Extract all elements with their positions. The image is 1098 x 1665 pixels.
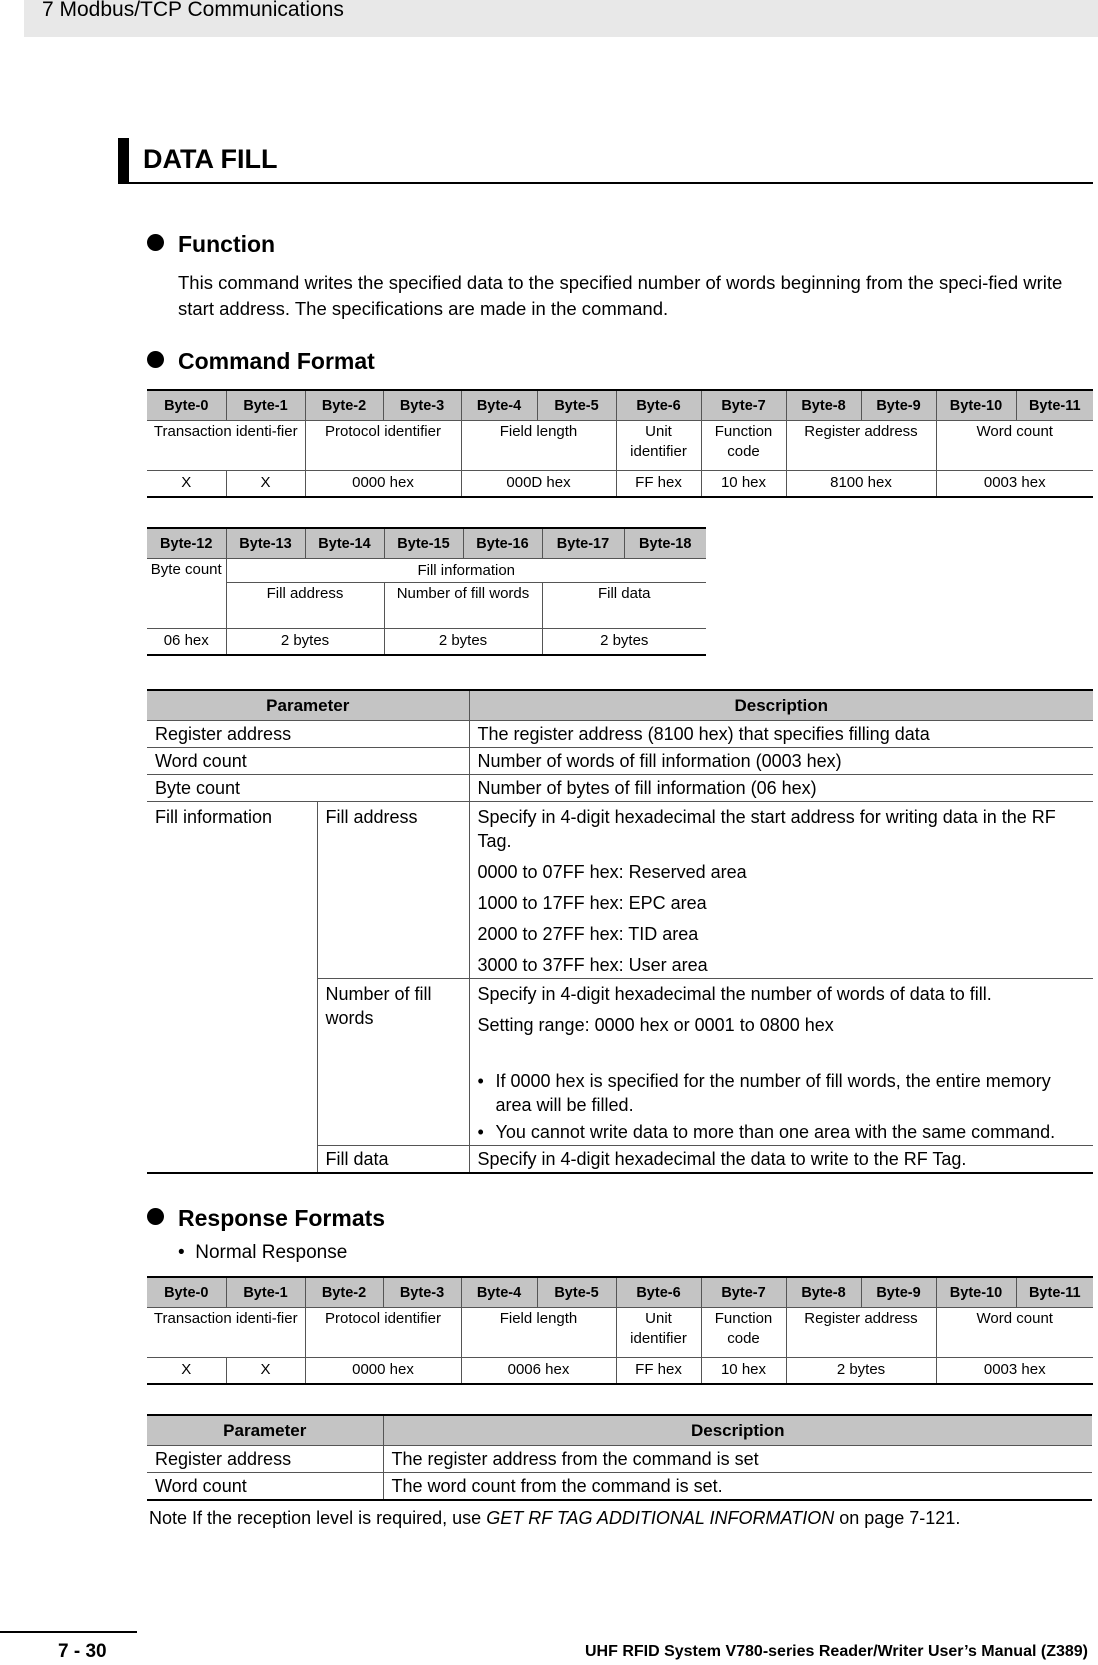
byte-cell: Byte-18 [624, 528, 706, 559]
bullet-icon [147, 234, 164, 251]
title-marker [118, 138, 129, 182]
command-format-heading: Command Format [147, 347, 375, 375]
note: Note If the reception level is required, use GET RF TAG ADDITIONAL INFORMATION on page 7-121. [149, 1508, 961, 1528]
byte-cell: Byte-8 [786, 390, 861, 421]
param-subname: Number of fill words [317, 979, 469, 1146]
value-cell: 2 bytes [542, 629, 706, 655]
byte-cell: Byte-3 [383, 390, 461, 421]
label-cell: Field length [461, 1308, 616, 1358]
value-cell: 2 bytes [226, 629, 384, 655]
byte-cell: Byte-7 [701, 390, 786, 421]
byte-cell: Byte-9 [861, 1277, 936, 1308]
param-desc [469, 979, 1093, 1146]
param-row [147, 748, 1093, 775]
param-name: Word count [147, 1473, 383, 1501]
param-subname: Fill data [317, 1146, 469, 1174]
byte-cell: Byte-12 [147, 528, 226, 559]
value-cell: 000D hex [461, 471, 616, 497]
desc-line: Setting range: 0000 hex or 0001 to 0800 hex [477, 1015, 834, 1035]
value-cell: X [226, 471, 305, 497]
byte-cell: Byte-14 [305, 528, 384, 559]
param-desc: Specify in 4-digit hexadecimal the data to write to the RF Tag. [469, 1146, 1093, 1174]
byte-cell: Byte-10 [936, 390, 1016, 421]
response-parameter-table [147, 1414, 1092, 1501]
label-cell: Byte count [147, 559, 226, 629]
value-cell: X [147, 471, 226, 497]
param-name: Byte count [147, 775, 469, 802]
param-row [147, 1473, 1092, 1501]
command-byte-table-1 [147, 389, 1093, 498]
byte-cell: Byte-0 [147, 390, 226, 421]
bullet-icon [147, 1208, 164, 1225]
label-cell: Transaction identi-fier [147, 1308, 305, 1358]
value-cell: 06 hex [147, 629, 226, 655]
byte-cell: Byte-2 [305, 1277, 383, 1308]
param-header-row [147, 690, 1093, 721]
byte-cell: Byte-6 [616, 1277, 701, 1308]
byte-cell: Byte-11 [1016, 1277, 1093, 1308]
param-name: Register address [147, 1446, 383, 1473]
byte-cell: Byte-4 [461, 1277, 537, 1308]
value-cell: 0006 hex [461, 1358, 616, 1384]
value-cell: 0000 hex [305, 471, 461, 497]
param-desc [469, 802, 1093, 979]
value-row [147, 471, 1093, 497]
byte-header-row [147, 1277, 1093, 1308]
param-subname: Fill address [317, 802, 469, 979]
byte-cell: Byte-3 [383, 1277, 461, 1308]
function-heading: Function [147, 230, 275, 258]
description-header: Description [469, 690, 1093, 721]
byte-cell: Byte-11 [1016, 390, 1093, 421]
label-cell: Field length [461, 421, 616, 471]
value-cell: 2 bytes [384, 629, 542, 655]
field-label-row [147, 559, 706, 583]
desc-line: 2000 to 27FF hex: TID area [477, 924, 699, 944]
param-row [147, 802, 1093, 979]
manual-title: UHF RFID System V780-series Reader/Writer User’s Manual (Z389) [584, 1643, 1088, 1660]
desc-line: 3000 to 37FF hex: User area [477, 955, 708, 975]
param-row [147, 775, 1093, 802]
value-row [147, 629, 706, 655]
param-name: Fill information [147, 802, 317, 1174]
label-cell: Number of fill words [384, 583, 542, 629]
byte-cell: Byte-10 [936, 1277, 1016, 1308]
label-cell: Unit identifier [616, 421, 701, 471]
param-name: Register address [147, 721, 469, 748]
param-name: Word count [147, 748, 469, 775]
response-heading: Response Formats [147, 1204, 385, 1232]
byte-cell: Byte-13 [226, 528, 305, 559]
footer-rule [0, 1631, 137, 1633]
value-cell: X [147, 1358, 226, 1384]
field-label-row [147, 421, 1093, 471]
label-cell: Fill information [226, 559, 706, 583]
label-cell: Word count [936, 421, 1093, 471]
param-desc: The register address (8100 hex) that specifies filling data [469, 721, 1093, 748]
field-label-row [147, 1308, 1093, 1358]
byte-header-row [147, 390, 1093, 421]
byte-cell: Byte-2 [305, 390, 383, 421]
value-cell: 0000 hex [305, 1358, 461, 1384]
param-header-row [147, 1415, 1092, 1446]
value-cell: FF hex [616, 1358, 701, 1384]
param-desc: Number of words of fill information (0003 hex) [469, 748, 1093, 775]
label-cell: Fill data [542, 583, 706, 629]
byte-cell: Byte-4 [461, 390, 537, 421]
cross-reference-link[interactable]: GET RF TAG ADDITIONAL INFORMATION [486, 1508, 835, 1528]
bullet-item: • You cannot write data to more than one area with the same command. [477, 1122, 1056, 1142]
desc-line: 1000 to 17FF hex: EPC area [477, 893, 707, 913]
normal-response-label: • Normal Response [178, 1242, 348, 1263]
desc-line: 0000 to 07FF hex: Reserved area [477, 862, 747, 882]
param-desc: The register address from the command is set [383, 1446, 1092, 1473]
byte-cell: Byte-17 [542, 528, 624, 559]
byte-cell: Byte-5 [537, 1277, 616, 1308]
value-cell: 10 hex [701, 471, 786, 497]
byte-cell: Byte-8 [786, 1277, 861, 1308]
byte-cell: Byte-5 [537, 390, 616, 421]
byte-cell: Byte-6 [616, 390, 701, 421]
label-cell: Word count [936, 1308, 1093, 1358]
command-byte-table-2 [147, 527, 706, 656]
param-row [147, 721, 1093, 748]
label-cell: Fill address [226, 583, 384, 629]
label-cell: Function code [701, 421, 786, 471]
param-desc: The word count from the command is set. [383, 1473, 1092, 1501]
value-cell: X [226, 1358, 305, 1384]
byte-cell: Byte-15 [384, 528, 463, 559]
label-cell: Protocol identifier [305, 421, 461, 471]
value-cell: 8100 hex [786, 471, 936, 497]
byte-cell: Byte-7 [701, 1277, 786, 1308]
value-cell: 10 hex [701, 1358, 786, 1384]
param-desc: Number of bytes of fill information (06 hex) [469, 775, 1093, 802]
byte-cell: Byte-1 [226, 390, 305, 421]
page-title: DATA FILL [143, 144, 278, 174]
value-cell: FF hex [616, 471, 701, 497]
value-cell: 0003 hex [936, 1358, 1093, 1384]
byte-cell: Byte-0 [147, 1277, 226, 1308]
byte-cell: Byte-9 [861, 390, 936, 421]
param-header: Parameter [147, 1415, 383, 1446]
sub-label-row [147, 583, 706, 629]
label-cell: Register address [786, 1308, 936, 1358]
param-row [147, 1446, 1092, 1473]
byte-cell: Byte-1 [226, 1277, 305, 1308]
page-number: 7 - 30 [58, 1641, 107, 1662]
description-header: Description [383, 1415, 1092, 1446]
desc-line: Specify in 4-digit hexadecimal the number of words of data to fill. [477, 984, 992, 1004]
desc-line: Specify in 4-digit hexadecimal the start address for writing data in the RF Tag. [477, 807, 1056, 851]
label-cell: Unit identifier [616, 1308, 701, 1358]
function-text: This command writes the specified data to the specified number of words beginning from the speci-fied write start address. The specifications are made in the command. [178, 272, 1063, 319]
byte-cell: Byte-16 [463, 528, 542, 559]
section-title [118, 138, 1093, 184]
label-cell: Protocol identifier [305, 1308, 461, 1358]
label-cell: Function code [701, 1308, 786, 1358]
label-cell: Register address [786, 421, 936, 471]
bullet-icon [147, 351, 164, 368]
bullet-item: • If 0000 hex is specified for the number of fill words, the entire memory area will be filled. [477, 1071, 1051, 1115]
response-byte-table [147, 1276, 1093, 1385]
value-cell: 2 bytes [786, 1358, 936, 1384]
chapter-title: 7 Modbus/TCP Communications [42, 0, 344, 21]
param-header: Parameter [147, 690, 469, 721]
label-cell: Transaction identi-fier [147, 421, 305, 471]
value-cell: 0003 hex [936, 471, 1093, 497]
value-row [147, 1358, 1093, 1384]
parameter-table [147, 689, 1093, 1174]
byte-header-row [147, 528, 706, 559]
